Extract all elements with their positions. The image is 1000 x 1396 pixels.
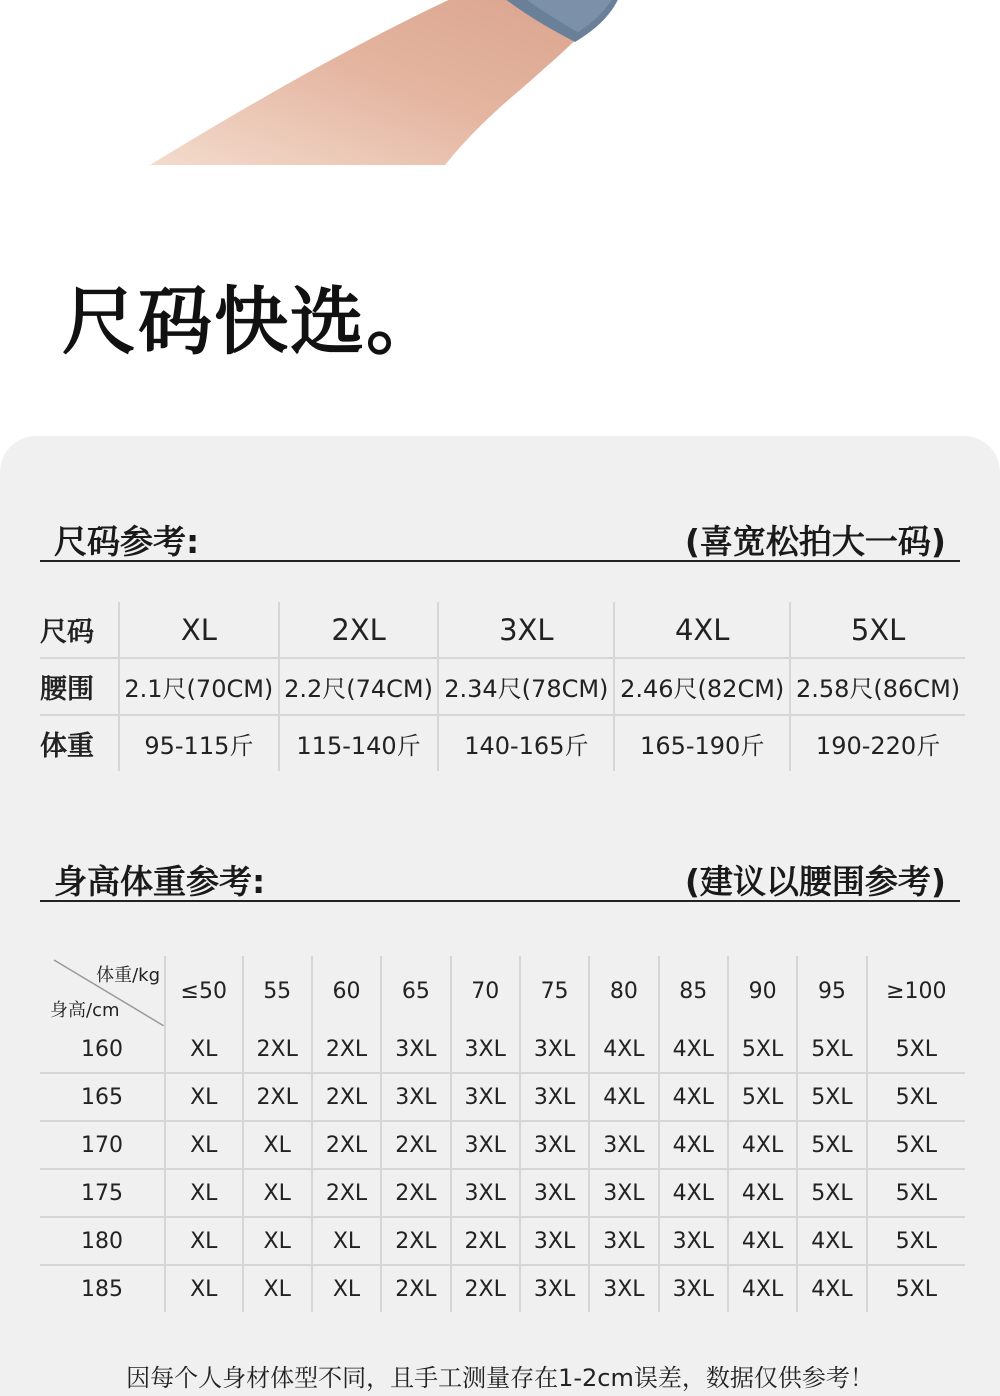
size-cell: XL xyxy=(312,1265,381,1312)
size-cell: XL xyxy=(165,1026,243,1073)
size-cell: 3XL xyxy=(589,1217,658,1265)
weight-header-cell: 65 xyxy=(381,956,450,1026)
weight-header-cell: ≥100 xyxy=(886,978,947,1004)
waist-cell: 2.2尺(74CM) xyxy=(279,658,439,715)
size-cell: 3XL xyxy=(451,1073,520,1121)
height-cell: 170 xyxy=(40,1121,165,1169)
hw-ref-table xyxy=(40,956,965,1312)
size-cell: 2XL xyxy=(312,1073,381,1121)
weight-cell: 165-190斤 xyxy=(614,715,790,771)
size-cell: 4XL xyxy=(659,1121,728,1169)
weight-axis-label: 体重/kg xyxy=(96,965,160,986)
size-cell: 4XL xyxy=(797,1217,866,1265)
hw-ref-header xyxy=(40,860,960,902)
size-cell: 2XL xyxy=(451,1265,520,1312)
size-cell: 3XL xyxy=(589,1169,658,1217)
size-cell: 4XL xyxy=(659,1026,728,1073)
height-cell: 160 xyxy=(40,1026,165,1073)
size-cell: 2XL xyxy=(381,1217,450,1265)
size-cell: 2XL xyxy=(243,1026,312,1073)
size-cell: 4XL xyxy=(797,1265,866,1312)
size-cell: 2XL xyxy=(279,602,439,658)
size-cell: 4XL xyxy=(589,1026,658,1073)
weight-header-cell: 80 xyxy=(589,956,658,1026)
size-ref-table xyxy=(40,602,965,771)
row-label: 体重 xyxy=(40,715,119,771)
size-cell: 3XL xyxy=(451,1169,520,1217)
size-cell: XL xyxy=(243,1121,312,1169)
size-cell: 5XL xyxy=(867,1217,965,1265)
size-cell: 4XL xyxy=(728,1169,797,1217)
size-cell: 5XL xyxy=(797,1169,866,1217)
size-cell: 5XL xyxy=(895,1276,937,1302)
size-cell: 5XL xyxy=(790,602,965,658)
weight-row xyxy=(40,715,965,771)
size-cell: 3XL xyxy=(381,1073,450,1121)
size-cell: XL xyxy=(165,1217,243,1265)
size-cell: 2XL xyxy=(381,1121,450,1169)
height-axis-label: 身高/cm xyxy=(50,1000,120,1021)
size-cell: XL xyxy=(165,1169,243,1217)
weight-header-cell: 60 xyxy=(312,956,381,1026)
height-row xyxy=(40,1121,965,1169)
size-cell: 2XL xyxy=(312,1169,381,1217)
corner-cell xyxy=(40,956,165,1026)
size-cell: 4XL xyxy=(728,1121,797,1169)
size-cell: 3XL xyxy=(589,1121,658,1169)
product-photo xyxy=(0,0,1000,165)
size-cell: 2XL xyxy=(243,1073,312,1121)
size-cell: 2XL xyxy=(451,1217,520,1265)
size-cell: 3XL xyxy=(381,1026,450,1073)
size-cell: 5XL xyxy=(797,1121,866,1169)
weight-header-cell: 85 xyxy=(659,956,728,1026)
weight-header-cell: 95 xyxy=(797,956,866,1026)
size-cell: XL xyxy=(243,1169,312,1217)
size-cell: 5XL xyxy=(867,1026,965,1073)
size-cell: 3XL xyxy=(520,1073,589,1121)
waist-cell: 2.1尺(70CM) xyxy=(119,658,279,715)
size-cell: 4XL xyxy=(659,1073,728,1121)
weight-header-cell: 70 xyxy=(451,956,520,1026)
size-cell: 2XL xyxy=(312,1026,381,1073)
hw-ref-hint: (建议以腰围参考) xyxy=(684,862,946,901)
size-cell: 3XL xyxy=(520,1169,589,1217)
weight-header-cell: 75 xyxy=(520,956,589,1026)
size-cell: 4XL xyxy=(728,1265,797,1312)
size-cell: 5XL xyxy=(728,1026,797,1073)
height-cell: 175 xyxy=(40,1169,165,1217)
weight-header-cell: ≤50 xyxy=(165,956,243,1026)
size-cell: XL xyxy=(119,602,279,658)
hw-ref-title: 身高体重参考: xyxy=(54,862,266,901)
weight-cell: 190-220斤 xyxy=(815,732,941,760)
size-cell: 3XL xyxy=(438,602,614,658)
size-cell: 4XL xyxy=(659,1169,728,1217)
height-cell: 165 xyxy=(40,1073,165,1121)
height-cell: 180 xyxy=(40,1217,165,1265)
size-cell: 2XL xyxy=(312,1121,381,1169)
size-ref-header xyxy=(40,520,960,562)
size-cell: 5XL xyxy=(867,1073,965,1121)
height-row xyxy=(40,1169,965,1217)
size-cell: 4XL xyxy=(614,602,790,658)
size-cell: 5XL xyxy=(867,1121,965,1169)
size-cell: 3XL xyxy=(520,1217,589,1265)
size-cell: 5XL xyxy=(728,1073,797,1121)
height-row xyxy=(40,1026,965,1073)
weight-header-cell: 55 xyxy=(243,956,312,1026)
size-cell: 4XL xyxy=(589,1073,658,1121)
size-cell: XL xyxy=(312,1217,381,1265)
height-row xyxy=(40,1265,965,1312)
size-ref-hint: (喜宽松拍大一码) xyxy=(684,522,946,561)
footnote: 因每个人身材体型不同，且手工测量存在1-2cm误差，数据仅供参考！ xyxy=(126,1364,874,1392)
waist-cell: 2.58尺(86CM) xyxy=(790,658,965,715)
waist-row xyxy=(40,658,965,715)
size-cell: 5XL xyxy=(797,1026,866,1073)
size-cell: 5XL xyxy=(867,1169,965,1217)
weight-header-row xyxy=(40,956,965,1026)
size-cell: XL xyxy=(243,1265,312,1312)
size-cell: XL xyxy=(165,1073,243,1121)
row-label: 尺码 xyxy=(40,602,119,658)
size-cell: 3XL xyxy=(520,1026,589,1073)
size-cell: XL xyxy=(243,1217,312,1265)
waist-cell: 2.34尺(78CM) xyxy=(438,658,614,715)
size-cell: 3XL xyxy=(659,1217,728,1265)
weight-cell: 115-140斤 xyxy=(279,715,439,771)
size-cell: 3XL xyxy=(659,1265,728,1312)
size-cell: 3XL xyxy=(589,1265,658,1312)
waist-cell: 2.46尺(82CM) xyxy=(614,658,790,715)
page-heading: 尺码快选。 xyxy=(62,279,442,365)
size-row xyxy=(40,602,965,658)
size-cell: 2XL xyxy=(381,1265,450,1312)
height-cell: 185 xyxy=(40,1265,165,1312)
size-cell: 4XL xyxy=(728,1217,797,1265)
height-row xyxy=(40,1073,965,1121)
weight-cell: 95-115斤 xyxy=(119,715,279,771)
size-cell: XL xyxy=(165,1121,243,1169)
size-cell: 2XL xyxy=(381,1169,450,1217)
row-label: 腰围 xyxy=(40,658,119,715)
size-ref-title: 尺码参考: xyxy=(54,522,200,561)
size-cell: 3XL xyxy=(451,1026,520,1073)
weight-cell: 140-165斤 xyxy=(438,715,614,771)
size-cell: 3XL xyxy=(520,1265,589,1312)
size-cell: 3XL xyxy=(451,1121,520,1169)
size-cell: 3XL xyxy=(520,1121,589,1169)
size-cell: XL xyxy=(165,1265,243,1312)
height-row xyxy=(40,1217,965,1265)
weight-header-cell: 90 xyxy=(728,956,797,1026)
size-cell: 5XL xyxy=(797,1073,866,1121)
